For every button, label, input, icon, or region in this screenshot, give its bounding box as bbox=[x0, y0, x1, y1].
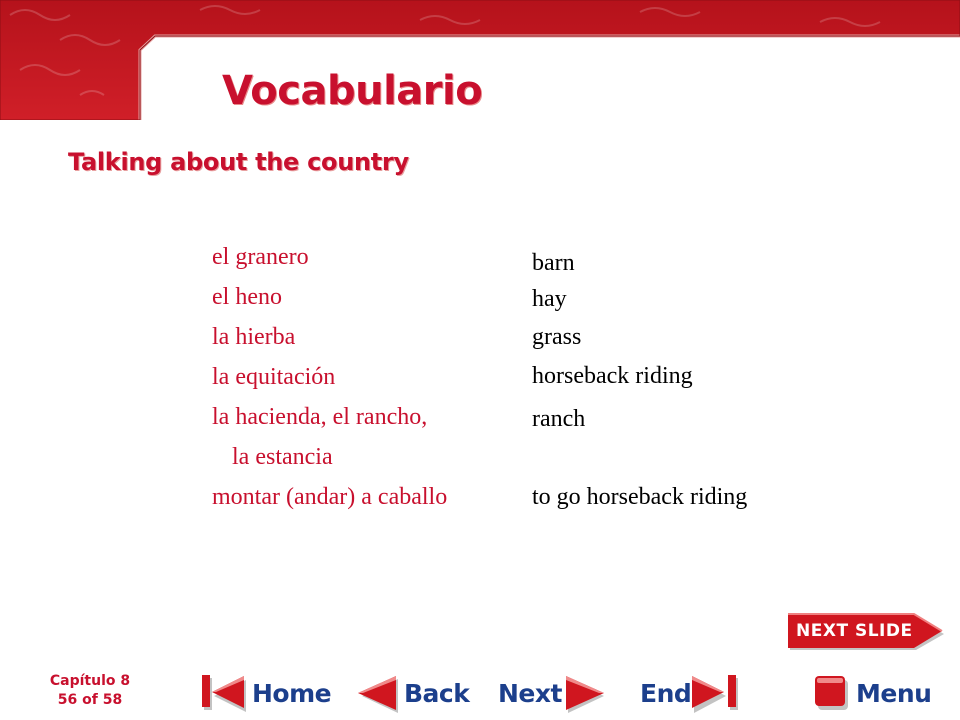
menu-button[interactable] bbox=[812, 670, 932, 716]
vocab-spanish-2: el heno bbox=[212, 284, 282, 310]
vocab-english-2: hay bbox=[532, 286, 567, 312]
vocab-english-1: barn bbox=[532, 250, 575, 276]
menu-label: Menu bbox=[856, 679, 932, 708]
slide-counter bbox=[40, 672, 140, 710]
end-label: End bbox=[640, 679, 692, 708]
last-slide-icon bbox=[688, 670, 744, 716]
vocab-spanish-6: montar (andar) a caballo bbox=[212, 484, 448, 510]
home-label: Home bbox=[252, 679, 332, 708]
home-button[interactable] bbox=[200, 670, 340, 716]
end-button[interactable] bbox=[638, 670, 758, 716]
vocab-spanish-5-cont: la estancia bbox=[232, 444, 333, 470]
vocab-spanish-3: la hierba bbox=[212, 324, 296, 350]
next-label: Next bbox=[498, 679, 562, 708]
next-slide-button[interactable] bbox=[786, 612, 946, 652]
back-button[interactable] bbox=[352, 670, 482, 716]
slide-subtitle: Talking about the country bbox=[68, 148, 409, 176]
forward-arrow-icon bbox=[562, 670, 612, 716]
back-arrow-icon bbox=[352, 670, 402, 716]
vocab-english-6: to go horseback riding bbox=[532, 484, 748, 510]
back-label: Back bbox=[404, 679, 470, 708]
next-slide-label: NEXT SLIDE bbox=[796, 621, 913, 641]
first-slide-icon bbox=[200, 670, 250, 716]
menu-square-icon bbox=[812, 670, 852, 716]
vocab-english-5: ranch bbox=[532, 406, 586, 432]
slide-title: Vocabulario bbox=[222, 68, 483, 114]
page-indicator: 56 of 58 bbox=[57, 692, 123, 708]
vocab-english-3: grass bbox=[532, 324, 582, 350]
next-button[interactable] bbox=[496, 670, 616, 716]
vocab-spanish-1: el granero bbox=[212, 244, 309, 270]
vocab-english-4: horseback riding bbox=[532, 363, 693, 389]
vocab-spanish-4: la equitación bbox=[212, 364, 336, 390]
vocab-spanish-5: la hacienda, el rancho, bbox=[212, 404, 428, 430]
chapter-label: Capítulo 8 bbox=[49, 673, 131, 689]
